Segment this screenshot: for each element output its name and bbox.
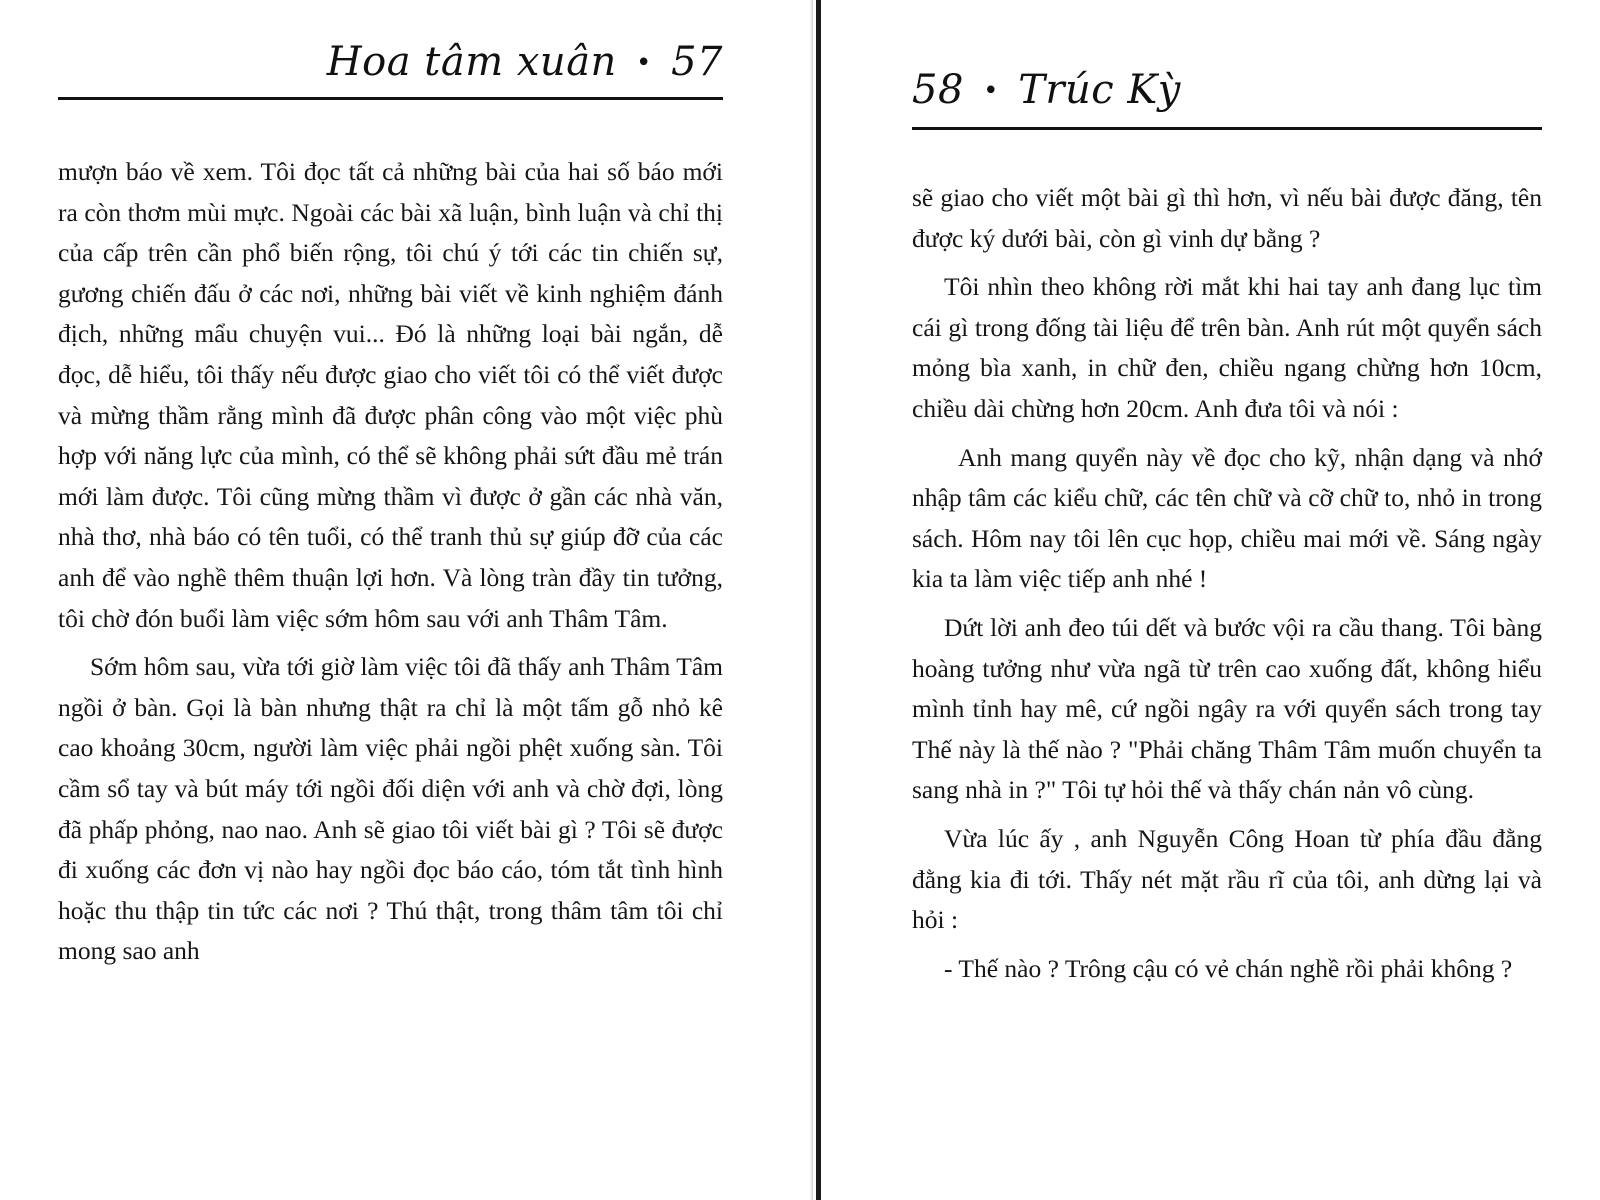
right-page-header [912, 60, 1542, 120]
page-number-left: 57 [671, 39, 723, 85]
left-page-body [58, 152, 723, 980]
right-page [912, 0, 1542, 1200]
paragraph: sẽ giao cho viết một bài gì thì hơn, vì nếu bài được đăng, tên được ký dưới bài, còn gì vinh dự bằng ? [912, 183, 1542, 253]
header-separator: • [636, 48, 652, 78]
paragraph: Sớm hôm sau, vừa tới giờ làm việc tôi đã thấy anh Thâm Tâm ngồi ở bàn. Gọi là bàn nhưng thật ra chỉ là một tấm gỗ nhỏ kê cao khoảng 30cm, người làm việc phải ngồi phệt xuống sàn. Tôi cầm sổ tay và bút máy tới ngồi đối diện với anh và chờ đợi, lòng đã phấp phỏng, nao nao. Anh sẽ giao tôi viết bài gì ? Tôi sẽ được đi xuống các đơn vị nào hay ngồi đọc báo cáo, tóm tắt tình hình hoặc thu thập tin tức các nơi ? Thú thật, trong thâm tâm tôi chỉ mong sao anh [58, 652, 723, 966]
paragraph: Tôi nhìn theo không rời mắt khi hai tay anh đang lục tìm cái gì trong đống tài liệu để trên bàn. Anh rút một quyển sách mỏng bìa xanh, in chữ đen, chiều ngang chừng hơn 10cm, chiều dài chừng hơn 20cm. Anh đưa tôi và nói : [912, 272, 1542, 423]
left-page [58, 0, 723, 1200]
paragraph: Anh mang quyển này về đọc cho kỹ, nhận dạng và nhớ nhập tâm các kiểu chữ, các tên chữ và cỡ chữ to, nhỏ in trong sách. Hôm nay tôi lên cục họp, chiều mai mới về. Sáng ngày kia ta làm việc tiếp anh nhé ! [912, 442, 1542, 594]
author-name: Trúc Kỳ [1018, 67, 1181, 113]
header-rule-left [58, 97, 723, 100]
book-gutter [816, 0, 821, 1200]
book-title: Hoa tâm xuân [326, 39, 617, 85]
paragraph: Vừa lúc ấy , anh Nguyễn Công Hoan từ phía đầu đằng đằng kia đi tới. Thấy nét mặt rầu rĩ của tôi, anh dừng lại và hỏi : [912, 823, 1542, 935]
right-page-body [912, 178, 1542, 997]
gutter-shadow [810, 0, 813, 1200]
paragraph: mượn báo về xem. Tôi đọc tất cả những bài của hai số báo mới ra còn thơm mùi mực. Ngoài các bài xã luận, bình luận và chỉ thị của cấp trên cần phổ biến rộng, tôi chú ý tới các tin chiến sự, gương chiến đấu ở các nơi, những bài viết về kinh nghiệm đánh địch, những mẩu chuyện vui... Đó là những loại bài ngắn, dễ đọc, dễ hiểu, tôi thấy nếu được giao cho viết tôi có thể viết được và mừng thầm rằng mình đã được phân công vào một việc phù hợp với năng lực của mình, có thể sẽ không phải sứt đầu mẻ trán mới làm được. Tôi cũng mừng thầm vì được ở gần các nhà văn, nhà thơ, nhà báo có tên tuổi, có thể tranh thủ sự giúp đỡ của các anh để vào nghề thêm thuận lợi hơn. Và lòng tràn đầy tin tưởng, tôi chờ đón buổi làm việc sớm hôm sau với anh Thâm Tâm. [58, 157, 723, 633]
header-rule-right [912, 127, 1542, 130]
paragraph: Dứt lời anh đeo túi dết và bước vội ra cầu thang. Tôi bàng hoàng tưởng như vừa ngã từ trên cao xuống đất, không hiểu mình tỉnh hay mê, cứ ngồi ngây ra với quyển sách trong tay Thế này là thế nào ? "Phải chăng Thâm Tâm muốn chuyển ta sang nhà in ?" Tôi tự hỏi thế và thấy chán nản vô cùng. [912, 612, 1542, 805]
page-number-right: 58 [912, 67, 964, 113]
paragraph: - Thế nào ? Trông cậu có vẻ chán nghề rồi phải không ? [944, 953, 1513, 983]
header-separator: • [983, 76, 999, 106]
left-page-header [58, 32, 723, 92]
